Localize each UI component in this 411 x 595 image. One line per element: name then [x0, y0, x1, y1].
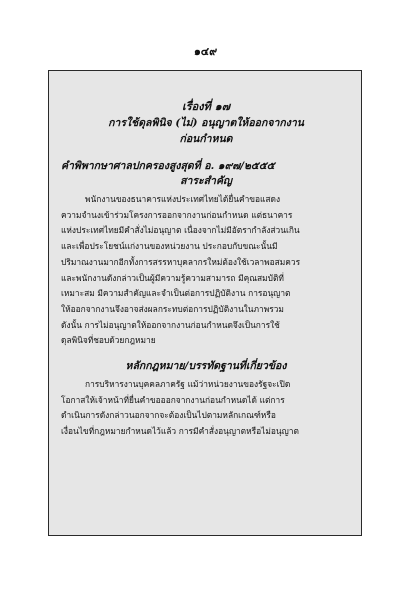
summary-line: และพนักงานดังกล่าวเป็นผู้มีความรู้ความสามารถ มีคุณสมบัติที่: [61, 272, 284, 283]
summary-line: ให้ออกจากงานจึงอาจส่งผลกระทบต่อการปฏิบัติงานในภาพรวม: [61, 303, 284, 314]
principles-heading: หลักกฎหมาย/บรรทัดฐานที่เกี่ยวข้อง: [125, 360, 287, 373]
summary-line: แห่งประเทศไทยมีคำสั่งไม่อนุญาต เนื่องจากไม่มีอัตรากำลังส่วนเกิน: [61, 225, 300, 236]
summary-line: ดุลพินิจที่ชอบด้วยกฎหมาย: [61, 335, 156, 346]
story-subtitle-line-1: การใช้ดุลพินิจ (ไม่) อนุญาตให้ออกจากงาน: [108, 117, 304, 129]
summary-line: ความจำนงเข้าร่วมโครงการออกจากงานก่อนกำหนด แต่ธนาคาร: [61, 209, 293, 220]
summary-line: และเพื่อประโยชน์แก่งานของหน่วยงาน ประกอบกับขณะนั้นมี: [61, 241, 278, 252]
principles-line: การบริหารงานบุคคลภาครัฐ แม้ว่าหน่วยงานของรัฐจะเปิด: [85, 379, 291, 390]
summary-line: เหมาะสม มีความสำคัญและจำเป็นต่อการปฏิบัติงาน การอนุญาต: [61, 288, 291, 299]
summary-line: ปริมาณงานมากอีกทั้งการสรรหาบุคลากรใหม่ต้องใช้เวลาพอสมควร: [61, 256, 301, 267]
story-title: เรื่องที่ ๑๗: [182, 100, 230, 113]
summary-line: พนักงานของธนาคารแห่งประเทศไทยได้ยื่นคำขอแสดง: [85, 194, 281, 204]
case-reference: คำพิพากษาศาลปกครองสูงสุดที่ อ. ๑๙๗/๒๕๕๕: [61, 160, 275, 172]
principles-paragraph: [61, 377, 351, 440]
summary-line: ดังนั้น การไม่อนุญาตให้ออกจากงานก่อนกำหนดจึงเป็นการใช้: [61, 319, 280, 330]
summary-heading: สาระสำคัญ: [180, 175, 232, 187]
content-box: [48, 70, 362, 536]
principles-line: ดำเนินการดังกล่าวนอกจากจะต้องเป็นไปตามหลักเกณฑ์หรือ: [61, 410, 276, 421]
principles-line: เงื่อนไขที่กฎหมายกำหนดไว้แล้ว การมีคำสั่งอนุญาตหรือไม่อนุญาต: [61, 426, 299, 437]
story-subtitle-line-2: ก่อนกำหนด: [179, 133, 233, 145]
page-number: ๑๔๙: [193, 45, 218, 58]
principles-line: โอกาสให้เจ้าหน้าที่ยื่นคำขอออกจากงานก่อนกำหนดได้ แต่การ: [61, 394, 285, 405]
summary-paragraph: [61, 192, 351, 349]
